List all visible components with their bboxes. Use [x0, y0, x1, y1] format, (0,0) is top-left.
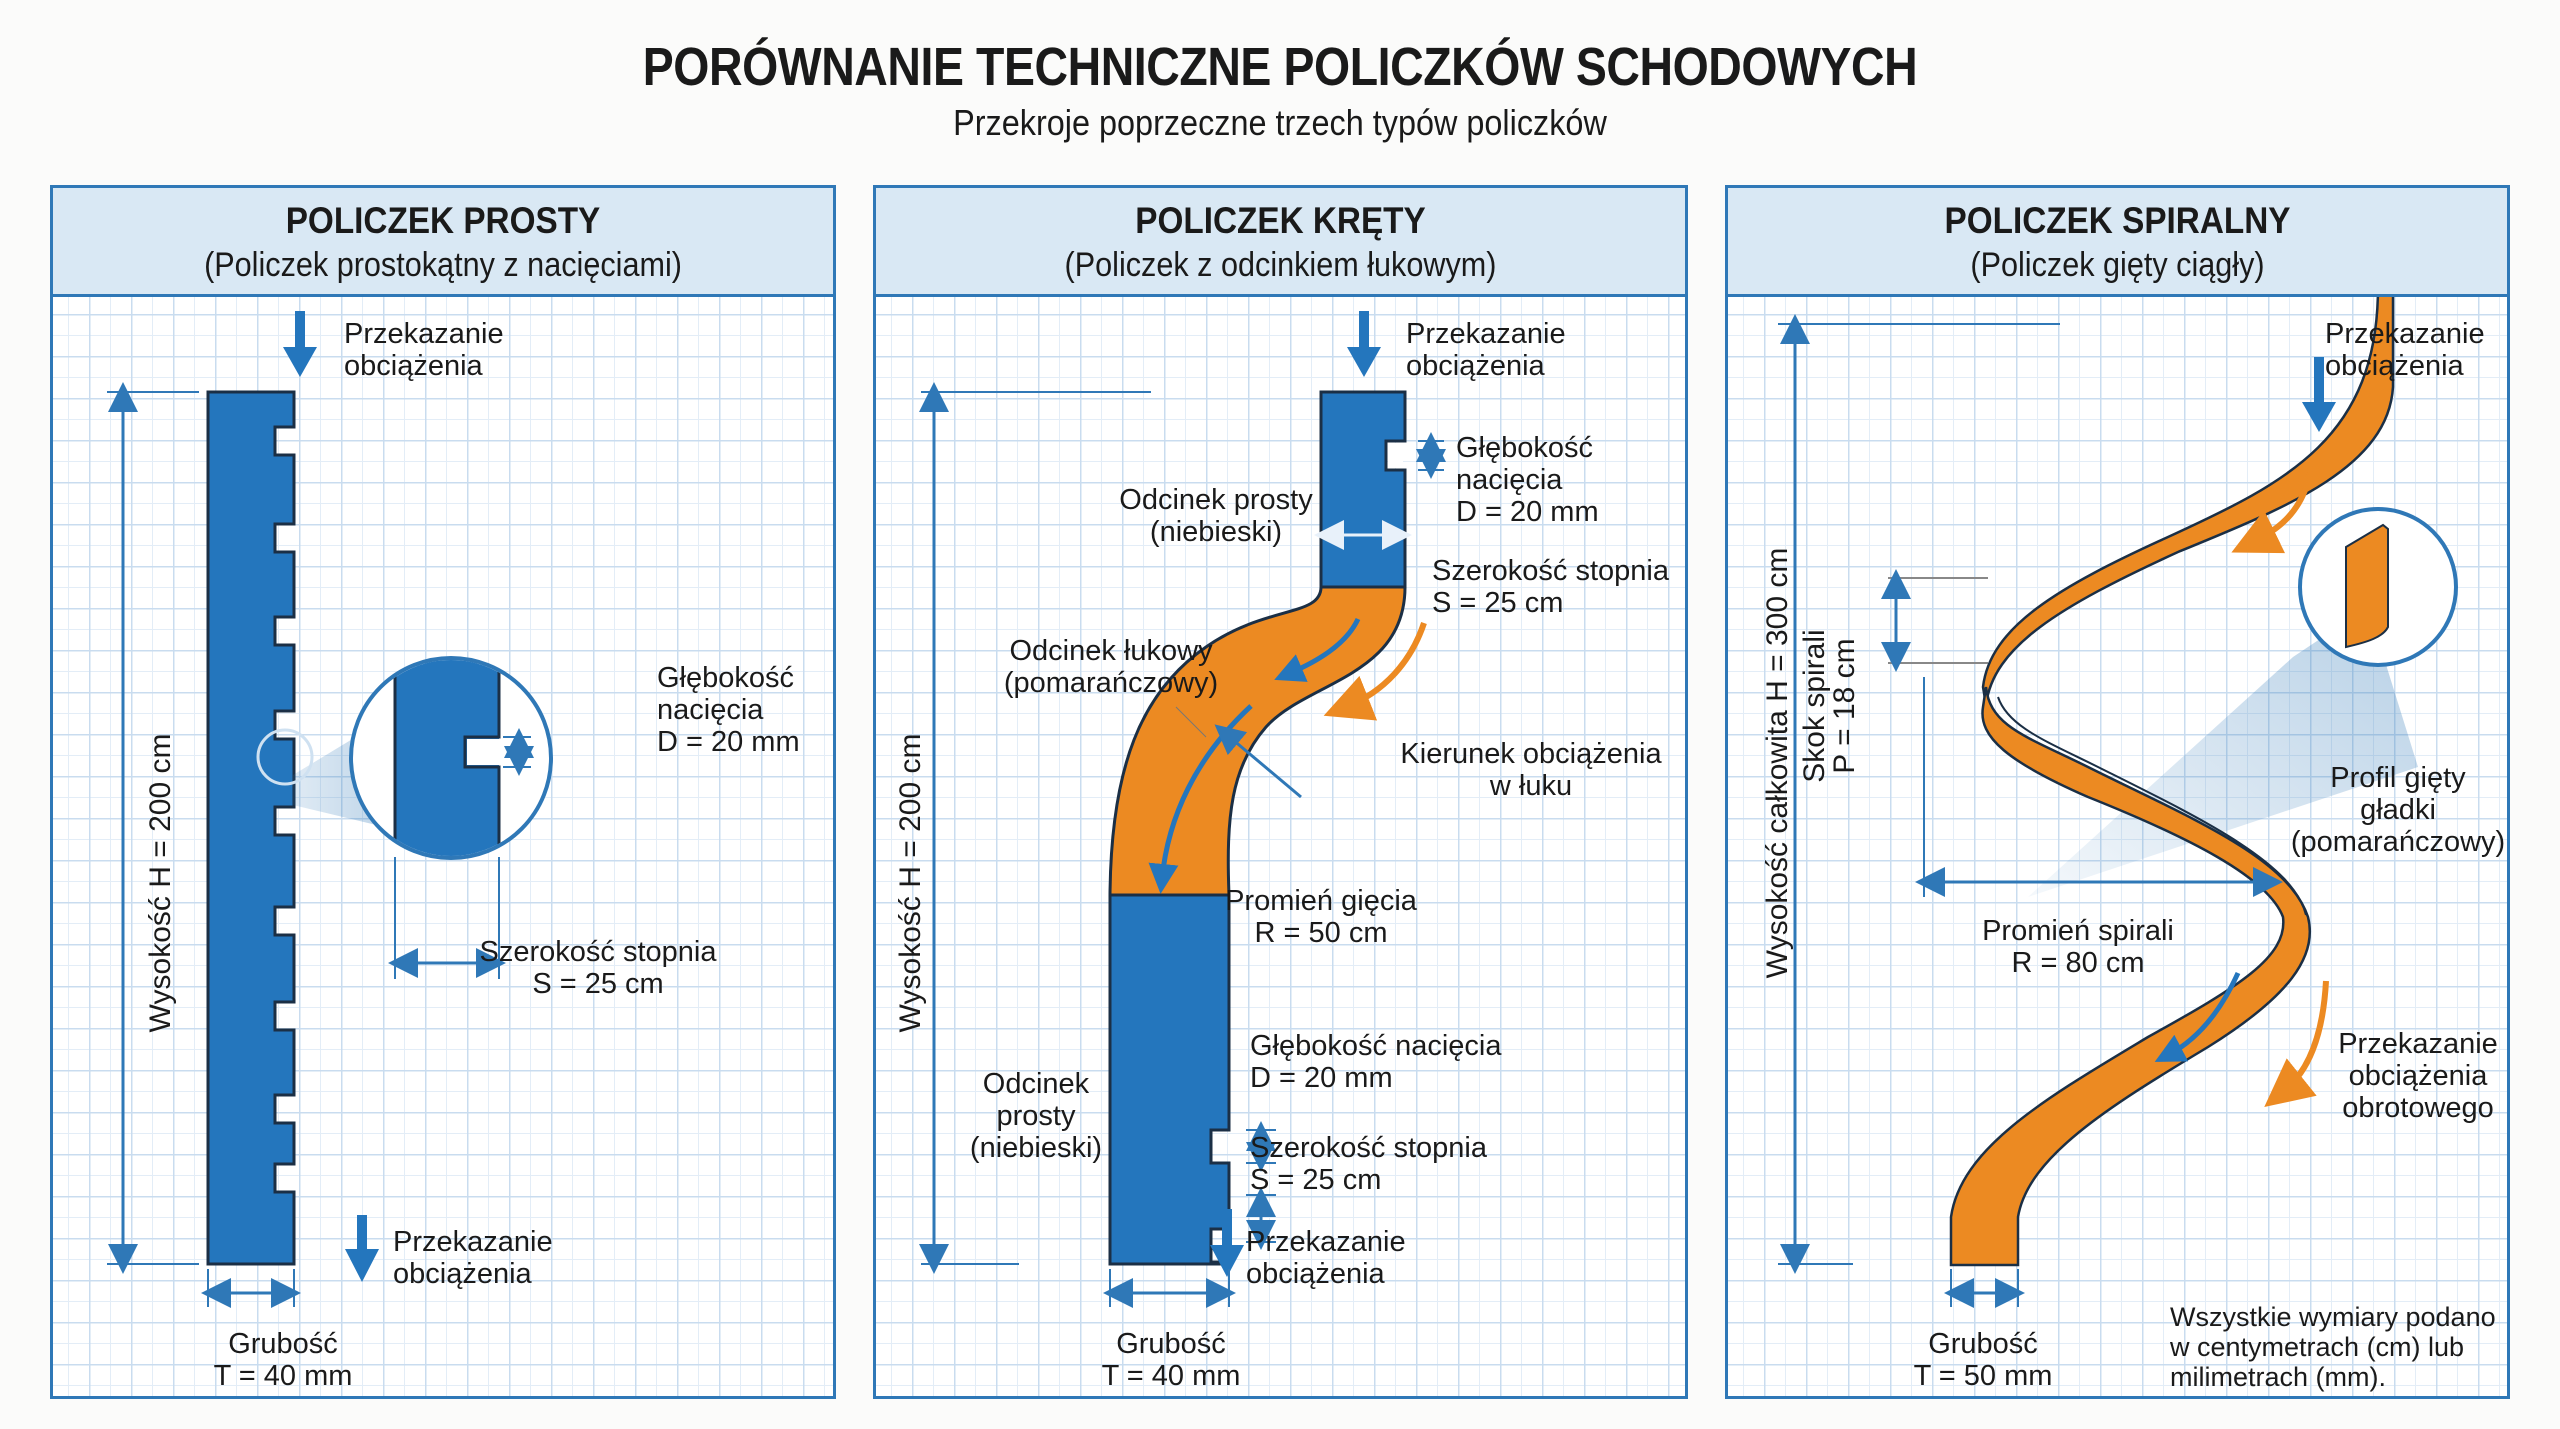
panel-subtitle: (Policzek prostokątny z nacięciami) — [204, 246, 682, 284]
label-straight-top: Odcinek prosty (niebieski) — [1119, 484, 1313, 548]
panel-title: POLICZEK KRĘTY — [1135, 200, 1426, 241]
profile-icon — [2346, 525, 2388, 647]
label-rotational-load: Przekazanie obciążenia obrotowego — [2338, 1028, 2498, 1124]
label-step-width: Szerokość stopnia S = 25 cm — [1432, 555, 1669, 619]
panel-title: POLICZEK PROSTY — [285, 200, 601, 241]
label-straight-bottom: Odcinek prosty (niebieski) — [969, 1068, 1103, 1164]
label-thickness: Grubość T = 50 mm — [1913, 1328, 2053, 1392]
label-profile: Profil gięty gładki (pomarańczowy) — [2290, 762, 2506, 858]
panel-subtitle: (Policzek z odcinkiem łukowym) — [1064, 246, 1497, 284]
panel-header — [1728, 188, 2507, 297]
label-load-top: Przekazanie obciążenia — [2325, 318, 2485, 382]
label-height: Wysokość H = 200 cm — [144, 733, 177, 1033]
label-load-top: Przekazanie obciążenia — [1406, 318, 1566, 382]
label-load-top: Przekazanie obciążenia — [344, 318, 504, 382]
label-pitch: Skok spirali P = 18 cm — [1798, 629, 1861, 783]
main-title: PORÓWNANIE TECHNICZNE POLICZKÓW SCHODOWYCH — [642, 37, 1918, 97]
label-step-width: Szerokość stopnia S = 25 cm — [479, 936, 717, 1000]
label-total-height: Wysokość całkowita H = 300 cm — [1761, 547, 1794, 979]
panel-header — [876, 188, 1685, 297]
label-thickness: Grubość T = 40 mm — [213, 1328, 353, 1392]
label-height: Wysokość H = 200 cm — [894, 733, 927, 1033]
panel-title: POLICZEK SPIRALNY — [1944, 200, 2291, 241]
label-spiral-radius: Promień spirali R = 80 cm — [1982, 915, 2174, 979]
stringer-body — [208, 392, 294, 1264]
label-load-direction: Kierunek obciążenia w łuku — [1400, 738, 1662, 802]
label-notch-depth: Głębokość nacięcia D = 20 mm — [657, 662, 800, 758]
load-arrow-down-icon — [283, 311, 317, 377]
label-load-bottom: Przekazanie obciążenia — [393, 1226, 553, 1290]
arc-segment — [1110, 587, 1405, 895]
panel-winding-stringer — [873, 185, 1688, 1399]
label-notch-depth-bottom: Głębokość nacięcia D = 20 mm — [1250, 1030, 1502, 1094]
main-subtitle: Przekroje poprzeczne trzech typów policzków — [953, 102, 1607, 143]
load-arrow-down-icon — [345, 1215, 379, 1282]
panel-header — [53, 188, 833, 297]
units-note: Wszystkie wymiary podano w centymetrach (cm) lub milimetrach (mm). — [2170, 1302, 2496, 1392]
panel-spiral-stringer — [1725, 185, 2510, 1399]
label-step-width-bottom: Szerokość stopnia S = 25 cm — [1250, 1132, 1487, 1196]
label-load-bottom: Przekazanie obciążenia — [1246, 1226, 1406, 1290]
panel-straight-stringer — [50, 185, 836, 1399]
label-notch-depth: Głębokość nacięcia D = 20 mm — [1456, 432, 1599, 528]
label-bend-radius: Promień gięcia R = 50 cm — [1225, 885, 1417, 949]
panel-subtitle: (Policzek gięty ciągły) — [1970, 246, 2265, 284]
label-thickness: Grubość T = 40 mm — [1101, 1328, 1241, 1392]
load-arrow-down-icon — [1347, 311, 1381, 377]
label-arc-segment: Odcinek łukowy (pomarańczowy) — [1003, 635, 1219, 699]
